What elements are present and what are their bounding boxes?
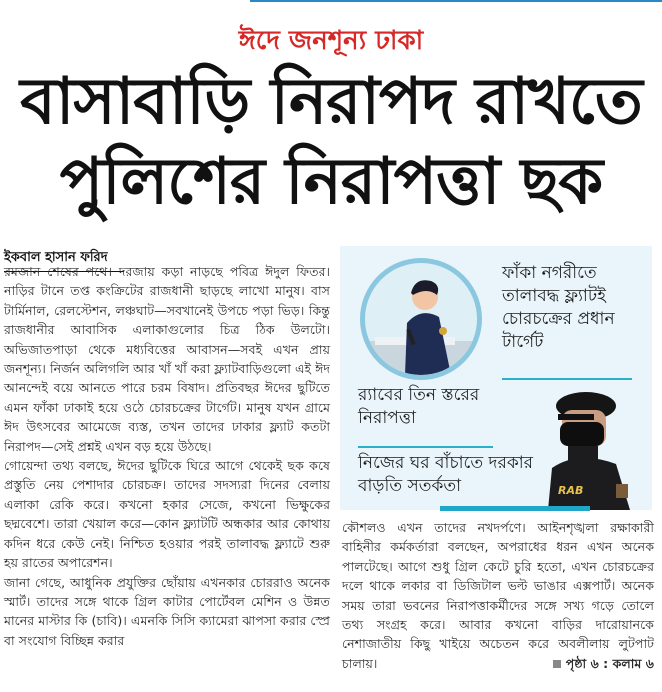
article-paragraph: জানা গেছে, আধুনিক প্রযুক্তির ছোঁয়ায় এখনকার চোররাও অনেক স্মার্ট। তাদের সঙ্গে থাকে গ্রিল কাটার পোর্টেবল মেশিন ও উন্নত মানের মাস্টার কি (চাবি)। এমনকি সিসি ক্যামেরা ঝাপসা করার স্প্রে বা সংযোগ বিচ্ছিন্ন করার — [4, 574, 330, 648]
divider — [358, 446, 493, 448]
rab-badge: RAB — [558, 484, 584, 497]
info-graphic-box — [340, 246, 652, 510]
square-bullet-icon — [553, 660, 561, 668]
article-paragraph: রমজান শেষের পথে। দরজায় কড়া নাড়ছে পবিত্র ঈদুল ফিতর। নাড়ির টানে তপ্ত কংক্রিটের রাজধানী ছাড়ছে লাখো মানুষ। বাস টার্মিনাল, রেলস্টেশন, লঞ্চঘাট—সবখানেই উপচে পড়া ভিড়। কিন্তু রাজধানীর আবাসিক এলাকাগুলোর চিত্র ঠিক উলটো। অভিজাতপাড়া থেকে মধ্যবিত্তের আবাসন—সবই এখন প্রায় জনশূন্য। নির্জন অলিগলি আর খাঁ খাঁ করা ফ্ল্যাটবাড়িগুলো এই ঈদ আনন্দেই বয়ে আনতে পারে চরম বিষাদ। প্রতিবছর ঈদের ছুটিতে এমন ফাঁকা ঢাকাই হয়ে ওঠে চোরচক্রের টার্গেট। মানুষ যখন গ্রামে ঈদ উৎসবের আমেজে ব্যস্ত, তখন তাদের ঢাকার ফ্ল্যাট কতটা নিরাপদ—সেই প্রশ্নই এখন বড় হয়ে উঠছে। — [4, 264, 330, 454]
headline — [0, 62, 662, 222]
police-officer-illustration — [360, 258, 482, 380]
kicker: ঈদে জনশূন্য ঢাকা — [238, 26, 424, 56]
article-text: কৌশলও এখন তাদের নখদর্পণে। আইনশৃঙ্খলা রক্ষাকারী বাহিনীর কর্মকর্তারা বলছেন, অপরাধের ধরন এখন অনেক পালটেছে। আগে শুধু গ্রিল কেটে চুরি হতো, এখন চোরচক্রের দলে থাকে লকার বা ডিজিটাল ভল্ট ভাঙার এক্সপার্ট। অনেক সময় তারা ভবনের নিরাপত্তাকর্মীদের সঙ্গে সখ্য গড়ে তোলে তথ্য সংগ্রহ করে। আবার কখনো বাড়ির দারোয়ানকে নেশাজাতীয় কিছু খাইয়ে অচেতন করে অবলীলায় লুটপাট চালায়। — [342, 520, 654, 671]
article-paragraph: গোয়েন্দা তথ্য বলছে, ঈদের ছুটিকে ঘিরে আগে থেকেই ছক কষে প্রস্তুতি নেয় পেশাদার চোরচক্র। তাদের সদস্যরা দিনের বেলায় এলাকা রেকি করে। কখনো হকার সেজে, কখনো ভিক্ষুকের ছদ্মবেশে। তারা খেয়াল করে—কোন ফ্ল্যাটটি অন্ধকার আর কোথায় কদিন ধরে কেউ নেই। নিশ্চিত হওয়ার পরই তালাবদ্ধ ফ্ল্যাটে শুরু হয় রাতের অপারেশন। — [4, 458, 330, 571]
article-column-left — [4, 262, 330, 650]
accent-bar — [440, 506, 590, 511]
article-column-right — [342, 518, 654, 673]
article-paragraph — [342, 518, 654, 673]
headline-line-1: বাসাবাড়ি নিরাপদ রাখতে — [20, 65, 642, 139]
continued-label: পৃষ্ঠা ৬ : কলাম ৬ — [565, 655, 654, 671]
divider — [502, 378, 632, 380]
top-rule — [250, 0, 662, 2]
info-point-2: র‍্যাবের তিন স্তরের নিরাপত্তা — [358, 385, 480, 428]
info-point-1: ফাঁকা নগরীতে তালাবদ্ধ ফ্ল্যাটই চোরচক্রের প্রধান টার্গেট — [502, 263, 615, 352]
continued-reference[interactable] — [553, 654, 654, 673]
info-point-3: নিজের ঘর বাঁচাতে দরকার বাড়তি সতর্কতা — [358, 453, 534, 496]
rab-officer-photo — [538, 384, 638, 510]
headline-line-2: পুলিশের নিরাপত্তা ছক — [59, 145, 603, 219]
byline: ইকবাল হাসান ফরিদ — [4, 248, 124, 272]
